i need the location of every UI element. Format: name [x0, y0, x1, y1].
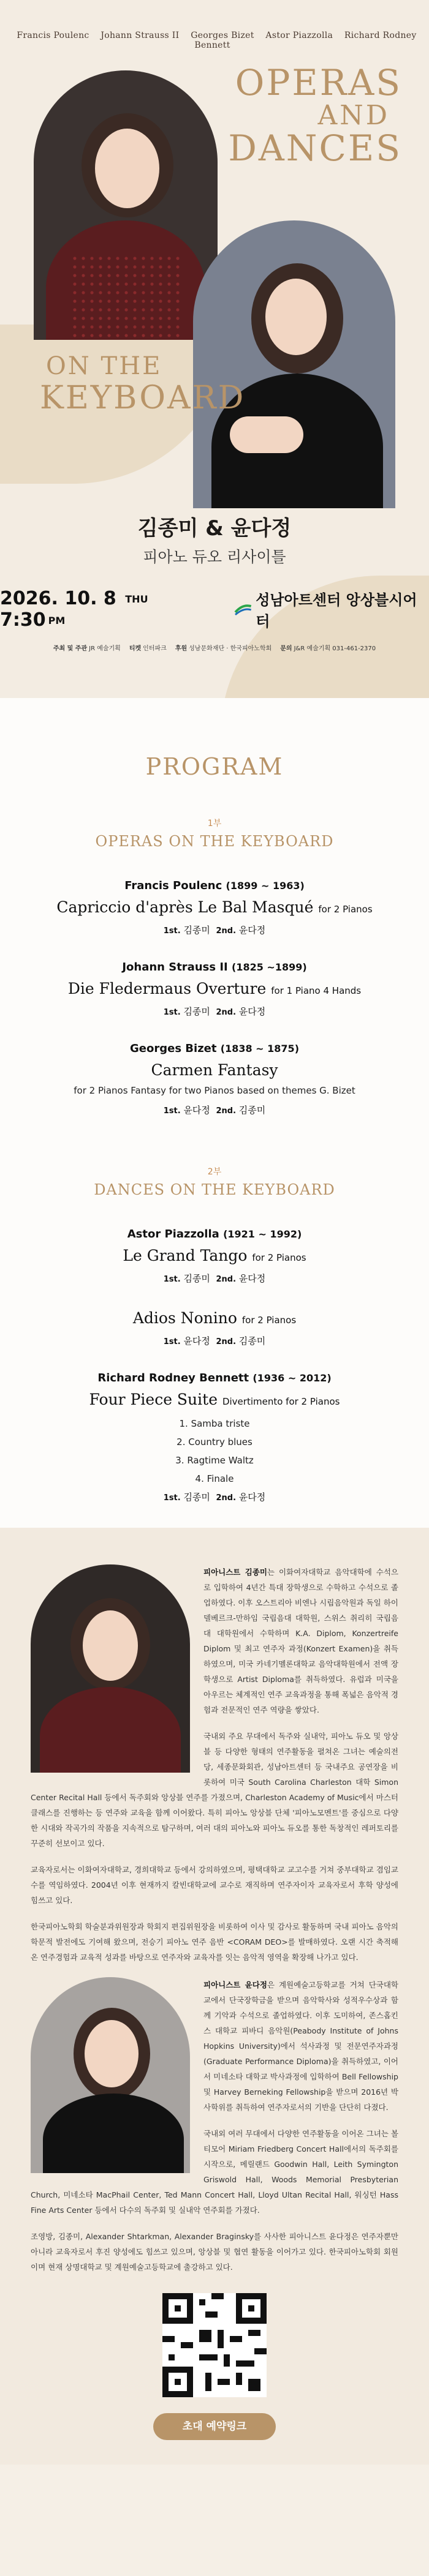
- composer-name: Georges Bizet: [191, 31, 254, 40]
- title-line: ON THE: [46, 352, 162, 380]
- part-label: 2부: [207, 1167, 222, 1177]
- biographies: [0, 1528, 429, 2465]
- bio-kim: [31, 1564, 398, 1965]
- credit-item: 문의 J&R 예술기획 031-461-2370: [280, 645, 376, 652]
- weekday: THU: [125, 593, 148, 605]
- composer-line: Francis Poulenc (1899 ~ 1963): [124, 879, 305, 892]
- reservation-button[interactable]: 초대 예약링크: [153, 2413, 276, 2440]
- movement-list: [0, 1414, 429, 1488]
- time-suffix: PM: [48, 615, 66, 626]
- date-venue: [0, 588, 429, 631]
- subtitle-keyboard: [40, 352, 246, 417]
- part-title: OPERAS ON THE KEYBOARD: [95, 833, 334, 850]
- program-piece: [0, 961, 429, 1018]
- concert-date: [0, 588, 222, 631]
- work-title: Four Piece Suite Divertimento for 2 Pianos: [89, 1391, 340, 1408]
- players: 1st. 김종미 2nd. 윤다정: [163, 1492, 266, 1503]
- venue-name: 성남아트센터 앙상블시어터: [256, 591, 417, 630]
- time-text: 7:30: [0, 609, 46, 631]
- title-line: AND: [317, 99, 390, 131]
- hero-poster: [0, 0, 429, 698]
- composer-line: Astor Piazzolla (1921 ~ 1992): [127, 1228, 302, 1241]
- players: 1st. 윤다정 2nd. 김종미: [163, 1335, 266, 1346]
- bio-photo-kim: [31, 1564, 190, 1773]
- bio-paragraph: 피아니스트 윤다정은 계원예술고등학교를 거쳐 단국대학교에서 단국장학금을 받으며 음악학사와 성적우수상과 함께 기악과 수석으로 졸업하였다. 이후 도미하여, 존스홉킨스 대학교 피바디 음악원(Peabody Institute of Johns Hopkins University)에서 석사과정 및 전문연주자과정(Graduate Performance Diploma)을 취득하였고, 이어서 미네소타 대학교 박사과정에 입학하여 Bell Fellowship 및 Harvey Berneking Fellowship을 받으며 2016년 박사학위를 취득하여 연주자로서의 기반을 단단히 다졌다.: [203, 1980, 398, 2112]
- players: 1st. 윤다정 2nd. 김종미: [163, 1105, 266, 1116]
- performer-names: 김종미 & 윤다정: [137, 516, 292, 541]
- composer-name: Richard Rodney Bennett: [194, 31, 417, 50]
- program: [0, 698, 429, 1528]
- part-title: DANCES ON THE KEYBOARD: [94, 1181, 335, 1198]
- composer-name: Astor Piazzolla: [265, 31, 333, 40]
- work-title: Carmen Fantasy: [151, 1061, 278, 1079]
- bio-paragraph: 조영방, 김종미, Alexander Shtarkman, Alexander Braginsky를 사사한 피아니스트 윤다정은 연주자뿐만 아니라 교육자로서 후진 양성에도 힘쓰고 있으며, 앙상블 및 협연 활동을 이어가고 있다. 한국피아노학회 회원이며 현재 상명대학교 및 계원예술고등학교에 출강하고 있다.: [31, 2232, 398, 2272]
- bio-paragraph: 한국피아노학회 학술분과위원장과 학회지 편집위원장을 비롯하여 이사 및 감사로 활동하며 국내 피아노 음악의 학문적 발전에도 기여해 왔으며, 전승기 피아노 연주 음반 <CORAM DEO>를 발매하였다. 오랜 시간 축적해온 연주경험과 교육적 성과를 바탕으로 연주자와 교육자를 잇는 음악적 영역을 확장해 나가고 있다.: [31, 1922, 398, 1962]
- movement: 1. Samba triste: [179, 1418, 250, 1429]
- work-title: Adios Nonino for 2 Pianos: [132, 1309, 297, 1327]
- program-piece: [0, 1042, 429, 1116]
- work-title: Capriccio d'après Le Bal Masqué for 2 Pianos: [56, 898, 373, 916]
- qr-pattern: [162, 2293, 267, 2397]
- title-line: OPERAS: [235, 62, 402, 103]
- program-piece: [0, 1372, 429, 1503]
- composer-name: Francis Poulenc: [17, 31, 89, 40]
- bio-photo-yoon: [31, 1977, 190, 2173]
- bio-paragraph: 국내외 주요 무대에서 독주와 실내악, 피아노 듀오 및 앙상블 등 다양한 형태의 연주활동을 펼쳐온 그녀는 예술의전당, 세종문화회관, 성남아트센터 등 국내주요 공연장을 비롯하여 미국 South Carolina Charleston 대학 Simon Center Recital Hall 등에서 독주회와 앙상블 연주를 가졌으며, Charleston Academy of Music에서 마스터클래스를 진행하는 등 연주와 교육을 함께 이어왔다. 특히 피아노 앙상블 단체 '피아노모멘트'를 중심으로 다양한 시대와 작곡가의 작품을 지속적으로 탐구하며, 여러 대의 피아노와 피아노 듀오를 통한 독창적인 레퍼토리를 꾸준히 선보이고 있다.: [31, 1732, 398, 1848]
- credit-item: 주최 및 주관 JR 예술기획: [53, 645, 121, 652]
- performer-block: [0, 511, 429, 567]
- date-text: 2026. 10. 8: [0, 588, 116, 609]
- composer-line: Georges Bizet (1838 ~ 1875): [130, 1042, 299, 1055]
- bio-paragraph: 교육자로서는 이화여자대학교, 경희대학교 등에서 강의하였으며, 평택대학교 교고수를 거쳐 중부대학교 겸임교수를 역임하였다. 2004년 이후 현재까지 칼빈대학교에 교수로 재직하며 연주자이자 교육자로서 후학 양성에 힘쓰고 있다.: [31, 1865, 398, 1905]
- work-title: Le Grand Tango for 2 Pianos: [123, 1247, 306, 1264]
- composer-name: Johann Strauss II: [101, 31, 180, 40]
- program-title: PROGRAM: [145, 753, 284, 780]
- bio-yoon: [31, 1977, 398, 2275]
- concert-title: [228, 62, 402, 170]
- title-line: DANCES: [228, 127, 402, 170]
- venue-logo-icon: [234, 603, 252, 616]
- part-label: 1부: [207, 819, 222, 828]
- composer-line: Johann Strauss II (1825 ~1899): [122, 961, 307, 974]
- credits: [0, 643, 429, 652]
- venue: [234, 588, 429, 631]
- composer-list: [0, 31, 429, 50]
- players: 1st. 김종미 2nd. 윤다정: [163, 1006, 266, 1017]
- movement: 4. Finale: [195, 1473, 234, 1484]
- work-note: for 2 Pianos Fantasy for two Pianos based on themes G. Bizet: [74, 1085, 355, 1096]
- players: 1st. 김종미 2nd. 윤다정: [163, 925, 266, 936]
- work-title: Die Fledermaus Overture for 1 Piano 4 Hands: [67, 980, 362, 997]
- players: 1st. 김종미 2nd. 윤다정: [163, 1273, 266, 1284]
- program-piece: [0, 1309, 429, 1347]
- recital-subtitle: 피아노 듀오 리사이틀: [143, 548, 286, 566]
- program-piece: [0, 1228, 429, 1285]
- reservation-block: [153, 2293, 276, 2440]
- credit-item: 티켓 인터파크: [129, 645, 167, 652]
- portrait-kim: [34, 70, 218, 340]
- bio-paragraph: 국내외 여러 무대에서 다양한 연주활동을 이어온 그녀는 볼티모어 Miriam Friedberg Concert Hall에서의 독주회를 시작으로, 메릴랜드 Goodwin Hall, Leith Symington Griswold Hall, Woods Memorial Presbyterian Church, 미네소타 MacPhail Center, Ted Mann Concert Hall, Lloyd Ultan Recital Hall, 워싱턴 Hass Fine Arts Center 등에서 다수의 독주회 및 실내악 연주회를 가졌다.: [31, 2129, 398, 2215]
- movement: 3. Ragtime Waltz: [175, 1455, 254, 1466]
- credit-item: 후원 성남문화재단 · 한국피아노학회: [175, 645, 272, 652]
- bio-paragraph: 피아니스트 김종미는 이화여자대학교 음악대학에 수석으로 입학하여 4년간 특대 장학생으로 수학하고 수석으로 졸업하였다. 이후 오스트리아 비엔나 시립음악원과 독일 하이델베르크-만하임 국립음대 대학원, 스위스 취리히 국립음대 대학원에서 수학하며 K.A. Diplom, Konzertreife Diplom 및 최고 연주자 과정(Konzert Examen)을 취득하였으며, 미국 카네기멜론대학교 음악대학원에서 전액 장학생으로 Artist Diploma를 취득하였다. 유럽과 미국을 아우르는 체계적인 연주 교육과정을 통해 폭넓은 음악적 경험과 전문적인 연주 역량을 쌓았다.: [203, 1568, 398, 1714]
- movement: 2. Country blues: [177, 1436, 252, 1448]
- program-piece: [0, 879, 429, 936]
- composer-line: Richard Rodney Bennett (1936 ~ 2012): [97, 1372, 332, 1384]
- title-line: KEYBOARD: [40, 380, 246, 416]
- qr-code-icon[interactable]: [162, 2293, 267, 2397]
